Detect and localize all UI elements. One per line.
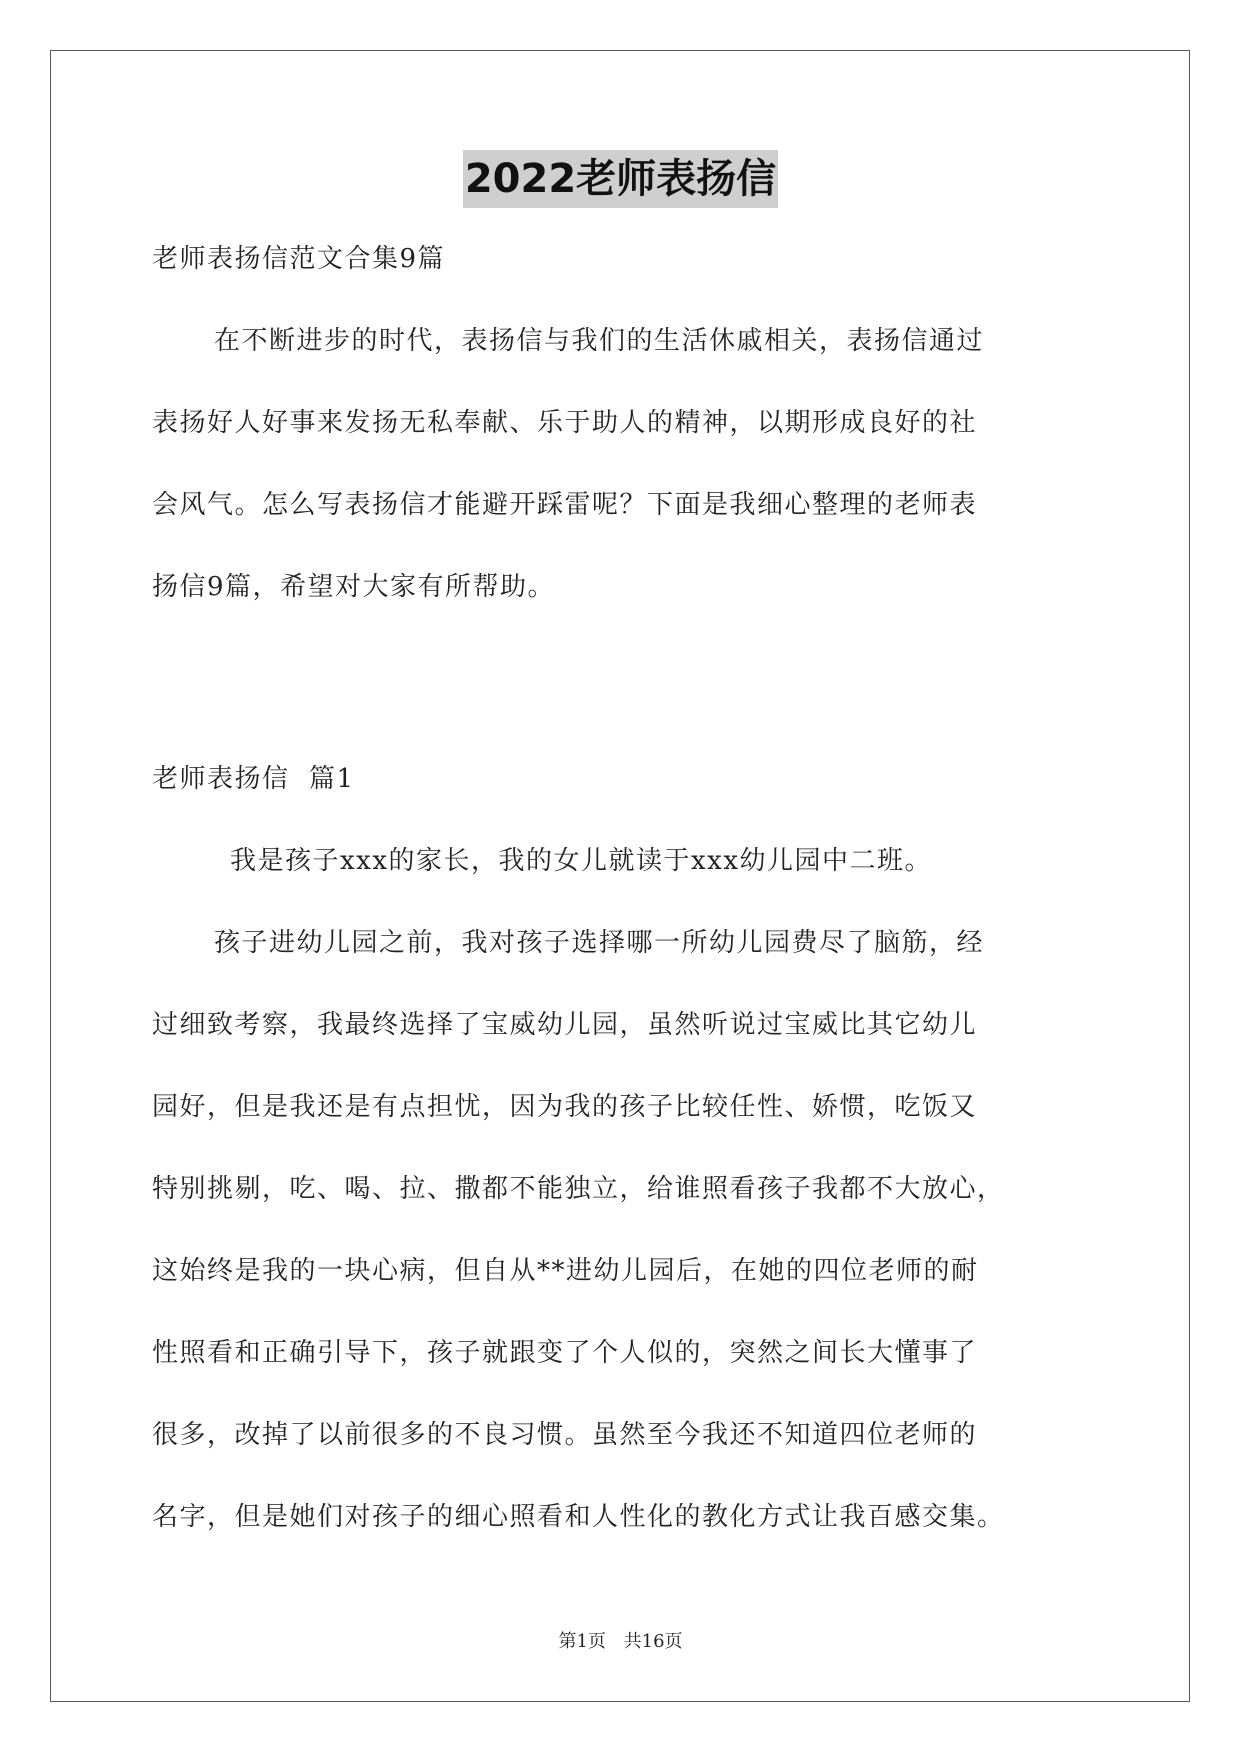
- section-line: 性照看和正确引导下，孩子就跟变了个人似的，突然之间长大懂事了: [152, 1338, 978, 1368]
- section-line: 园好，但是我还是有点担忧，因为我的孩子比较任性、娇惯，吃饭又: [152, 1092, 978, 1122]
- section-paragraph-1: [152, 820, 1092, 902]
- intro-line: 在不断进步的时代，表扬信与我们的生活休戚相关，表扬信通过: [214, 326, 985, 356]
- section-line: 孩子进幼儿园之前，我对孩子选择哪一所幼儿园费尽了脑筋，经: [214, 928, 985, 958]
- page-footer: [0, 1627, 1241, 1653]
- section-line: 很多，改掉了以前很多的不良习惯。虽然至今我还不知道四位老师的: [152, 1420, 978, 1450]
- page-number-current: 第1页: [558, 1631, 606, 1652]
- section-line: 名字，但是她们对孩子的细心照看和人性化的教化方式让我百感交集。: [152, 1502, 1005, 1532]
- intro-line: 扬信9篇，希望对大家有所帮助。: [152, 572, 556, 602]
- section-heading: 老师表扬信 篇1: [152, 764, 355, 794]
- subtitle-block: [152, 218, 1092, 300]
- intro-paragraph: [152, 300, 1092, 628]
- title-container: [0, 150, 1241, 208]
- section-line: 特别挑剔，吃、喝、拉、撒都不能独立，给谁照看孩子我都不大放心，: [152, 1174, 1005, 1204]
- section-line: 这始终是我的一块心病，但自从**进幼儿园后，在她的四位老师的耐: [152, 1256, 979, 1286]
- section-paragraph-2: [152, 902, 1092, 1558]
- intro-line: 表扬好人好事来发扬无私奉献、乐于助人的精神，以期形成良好的社: [152, 408, 978, 438]
- section-heading-block: [152, 738, 1092, 820]
- section-line: 我是孩子xxx的家长，我的女儿就读于xxx幼儿园中二班。: [230, 846, 932, 876]
- page-number-total: 共16页: [623, 1631, 683, 1652]
- document-title: 2022老师表扬信: [463, 150, 778, 208]
- section-line: 过细致考察，我最终选择了宝威幼儿园，虽然听说过宝威比其它幼儿: [152, 1010, 978, 1040]
- intro-line: 会风气。怎么写表扬信才能避开踩雷呢？下面是我细心整理的老师表: [152, 490, 978, 520]
- document-subtitle: 老师表扬信范文合集9篇: [152, 244, 446, 274]
